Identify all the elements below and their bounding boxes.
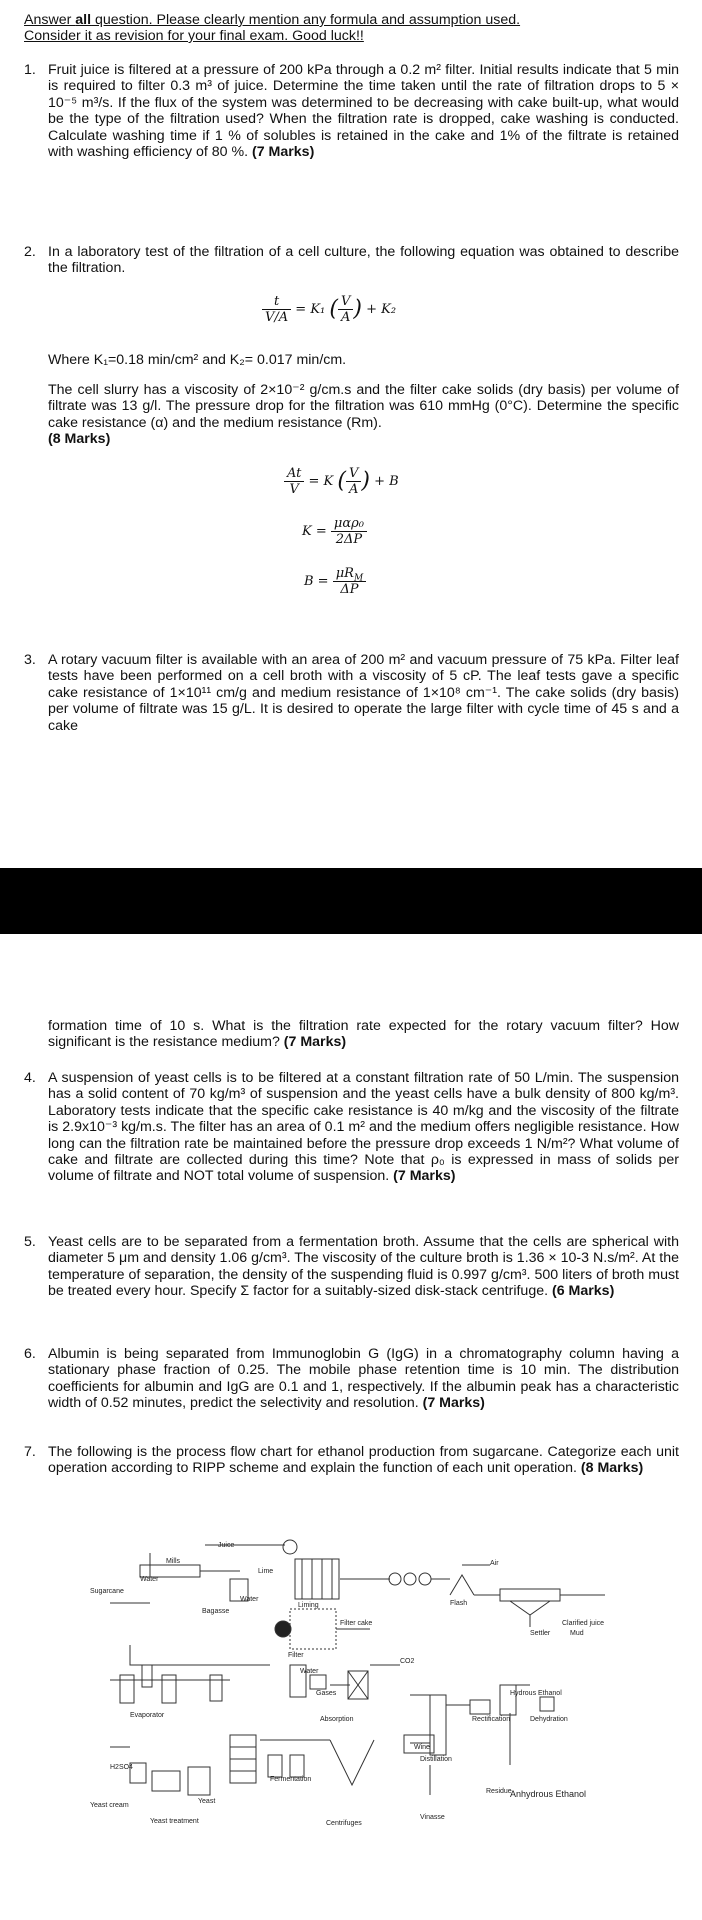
label-vinasse: Vinasse xyxy=(420,1814,445,1821)
question-marks: (8 Marks) xyxy=(48,431,111,448)
question-marks: (7 Marks) xyxy=(422,1395,485,1412)
question-2 xyxy=(24,244,679,277)
eq1-frac-den: A xyxy=(340,310,351,325)
question-text: The cell slurry has a viscosity of 2×10⁻² g/cm.s and the filter cake solids (dry basis) per volume of filtrate was 13 g/l. The pressure drop for the filtration was 610 mmHg (0°C). Determine the specific cake resistance (α) and the medium resistance (Rm). xyxy=(48,382,679,431)
label-flash: Flash xyxy=(450,1600,468,1607)
label-liming: Liming xyxy=(298,1602,319,1609)
question-text: Fruit juice is filtered at a pressure of 200 kPa through a 0.2 m² filter. Initial results indicate that 5 min is required to filter 0.3 m³ of juice. Determine the time taken until the rate of filtration drops to 5 × 10⁻⁵ m³/s. If the flux of the system was determined to be decreasing with cake built-up, what would be the type of the filtration used? When the filtration rate is dropped, cake washing is conducted. Calculate washing time if 1 % of solubles is retained in the cake and 1% of the filtrate is retained with washing efficiency of 80 %. xyxy=(48,62,679,161)
label-distillation: Distillation xyxy=(420,1756,452,1763)
question-text: A rotary vacuum filter is available with an area of 200 m² and vacuum pressure of 75 kPa. Filter leaf tests have been performed on a cell broth with a viscosity of 5 cP. The leaf tests gave a specific cake resistance of 1×10¹¹ cm/g and medium resistance of 1×10⁸ cm⁻¹. The cake solids (dry basis) per volume of filtrate was 15 g/L. It is desired to operate the large filter with cycle time of 45 s and a cake xyxy=(48,652,679,734)
label-clarified-juice: Clarified juice xyxy=(562,1620,605,1627)
label-yeast-cream: Yeast cream xyxy=(90,1802,129,1809)
question-6 xyxy=(24,1346,679,1412)
where-text: Where K₁=0.18 min/cm² and K₂= 0.017 min/cm. xyxy=(48,352,347,368)
question-number: 4. xyxy=(24,1070,36,1086)
eq2-mid: = K xyxy=(308,474,334,489)
question-marks: (7 Marks) xyxy=(393,1168,456,1185)
eq3-denominator: 2ΔP xyxy=(335,532,363,547)
label-centrifuges: Centrifuges xyxy=(326,1820,362,1827)
label-co2: CO2 xyxy=(400,1658,415,1665)
eq4-lhs: B = xyxy=(304,574,329,589)
instruction-all: all xyxy=(75,12,92,28)
question-text: In a laboratory test of the filtration of a cell culture, the following equation was obtained to describe the filtration. xyxy=(48,244,679,277)
question-1 xyxy=(24,62,679,160)
question-marks: (7 Marks) xyxy=(283,1034,347,1051)
eq1-numerator: t xyxy=(262,294,291,310)
label-h2so4: H2SO4 xyxy=(110,1764,133,1771)
eq2-frac-den: A xyxy=(349,482,359,497)
eq4-denominator: ΔP xyxy=(340,582,359,597)
question-text: Yeast cells are to be separated from a fermentation broth. Assume that the cells are spherical with diameter 5 μm and density 1.06 g/cm³. The viscosity of the culture broth is 1.36 × 10-3 N.s/m². At the temperature of separation, the density of the suspending fluid is 0.997 g/cm³. 500 liters of broth must be treated every hour. Specify Σ factor for a suitably-sized disk-stack centrifuge. xyxy=(48,1234,679,1300)
exam-instructions xyxy=(24,12,679,44)
label-yeast: Yeast xyxy=(198,1798,216,1805)
label-fermentation: Fermentation xyxy=(270,1776,312,1783)
label-rectification: Rectification xyxy=(472,1716,511,1723)
eq2-frac-num: V xyxy=(346,466,361,482)
equation-3 xyxy=(302,516,367,547)
label-lime: Lime xyxy=(258,1568,274,1575)
label-bagasse: Bagasse xyxy=(202,1608,230,1615)
instruction-line-1-post: question. Please clearly mention any formula and assumption used. xyxy=(91,12,521,28)
label-anhydrous-ethanol: Anhydrous Ethanol xyxy=(510,1789,587,1799)
eq1-denominator: V/A xyxy=(265,310,289,325)
question-number: 3. xyxy=(24,652,36,668)
label-yeast-treatment: Yeast treatment xyxy=(150,1818,199,1825)
eq1-tail: + K₂ xyxy=(366,302,397,317)
instruction-line-1-pre: Answer xyxy=(24,12,76,28)
question-5 xyxy=(24,1234,679,1300)
question-marks: (7 Marks) xyxy=(252,144,315,161)
label-mills: Mills xyxy=(166,1558,180,1565)
eq4-numerator: μR xyxy=(335,566,354,581)
label-settler: Settler xyxy=(530,1630,551,1637)
label-water-3: Water xyxy=(300,1668,319,1675)
label-absorption: Absorption xyxy=(320,1716,354,1723)
question-2-where xyxy=(24,352,679,368)
question-text: formation time of 10 s. What is the filtration rate expected for the rotary vacuum filter? How significant is the resistance medium? xyxy=(48,1018,679,1051)
label-dehydration: Dehydration xyxy=(530,1716,568,1723)
question-marks: (6 Marks) xyxy=(552,1283,615,1300)
label-mud: Mud xyxy=(570,1630,584,1637)
question-number: 6. xyxy=(24,1346,36,1362)
question-text: The following is the process flow chart for ethanol production from sugarcane. Categorize each unit operation according to RIPP scheme and explain the function of each unit operation. xyxy=(48,1444,679,1477)
eq1-mid: = K₁ xyxy=(295,302,326,317)
label-sugarcane: Sugarcane xyxy=(90,1588,124,1595)
eq3-lhs: K = xyxy=(302,524,327,539)
question-3-continued xyxy=(24,1018,679,1051)
label-water-1: Water xyxy=(140,1576,159,1583)
question-number: 7. xyxy=(24,1444,36,1460)
label-wine: Wine xyxy=(414,1744,430,1751)
ethanol-process-flowchart xyxy=(90,1535,650,1915)
eq2-tail: + B xyxy=(374,474,399,489)
question-text: A suspension of yeast cells is to be filtered at a constant filtration rate of 50 L/min. The suspension has a solid content of 70 kg/m³ of suspension and the yeast cells have a bulk density of 800 kg/m³. Laboratory tests indicate that the specific cake resistance is 40 m/kg and the viscosity of the filtrate is 2.9x10⁻³ kg/m.s. The filter has an area of 0.1 m² and the medium offers negligible resistance. How long can the filtration rate be maintained before the pressure drop exceeds 1 N/m²? What volume of cake and filtrate are collected during this time? Note that ρ₀ is expressed in mass of solids per volume of filtrate and NOT total volume of suspension. xyxy=(48,1070,679,1185)
question-number: 2. xyxy=(24,244,36,260)
question-marks: (8 Marks) xyxy=(580,1460,644,1477)
eq3-numerator: μαρ₀ xyxy=(331,516,367,532)
question-4 xyxy=(24,1070,679,1185)
question-text: Albumin is being separated from Immunoglobin G (IgG) in a chromatography column having a stationary phase fraction of 0.25. The mobile phase retention time is 10 min. The distribution coefficients for albumin and IgG are 0.1 and 1, respectively. If the albumin peak has a characteristic width of 0.52 minutes, predict the selectivity and resolution. xyxy=(48,1346,679,1412)
label-filter-cake: Filter cake xyxy=(340,1620,373,1627)
label-residue: Residue xyxy=(486,1788,512,1795)
label-hydrous-ethanol: Hydrous Ethanol xyxy=(510,1690,562,1697)
eq1-frac-num: V xyxy=(338,294,353,310)
equation-1: $\frac{t}{V/A}$ = K₁ ( $\frac{V}{A}$ ) + K₂ xyxy=(262,294,396,325)
question-number: 5. xyxy=(24,1234,36,1250)
equation-4 xyxy=(304,566,366,597)
label-water-2: Water xyxy=(240,1596,259,1603)
eq4-numerator-sub: M xyxy=(353,573,364,584)
eq2-numerator: At xyxy=(284,466,304,482)
question-3 xyxy=(24,652,679,734)
question-number: 1. xyxy=(24,62,36,78)
label-evaporator: Evaporator xyxy=(130,1712,165,1719)
label-air: Air xyxy=(490,1560,499,1567)
page-break-bar xyxy=(0,868,702,934)
equation-2: $\frac{At}{V}$ = K ( $\frac{V}{A}$ ) + B xyxy=(284,466,399,497)
eq2-denominator: V xyxy=(289,482,299,497)
question-7 xyxy=(24,1444,679,1477)
label-filter: Filter xyxy=(288,1652,304,1659)
question-2-part-2 xyxy=(24,382,679,448)
instruction-line-2: Consider it as revision for your final exam. Good luck!! xyxy=(24,28,364,44)
label-juice: Juice xyxy=(218,1542,235,1549)
label-gases: Gases xyxy=(316,1690,337,1697)
